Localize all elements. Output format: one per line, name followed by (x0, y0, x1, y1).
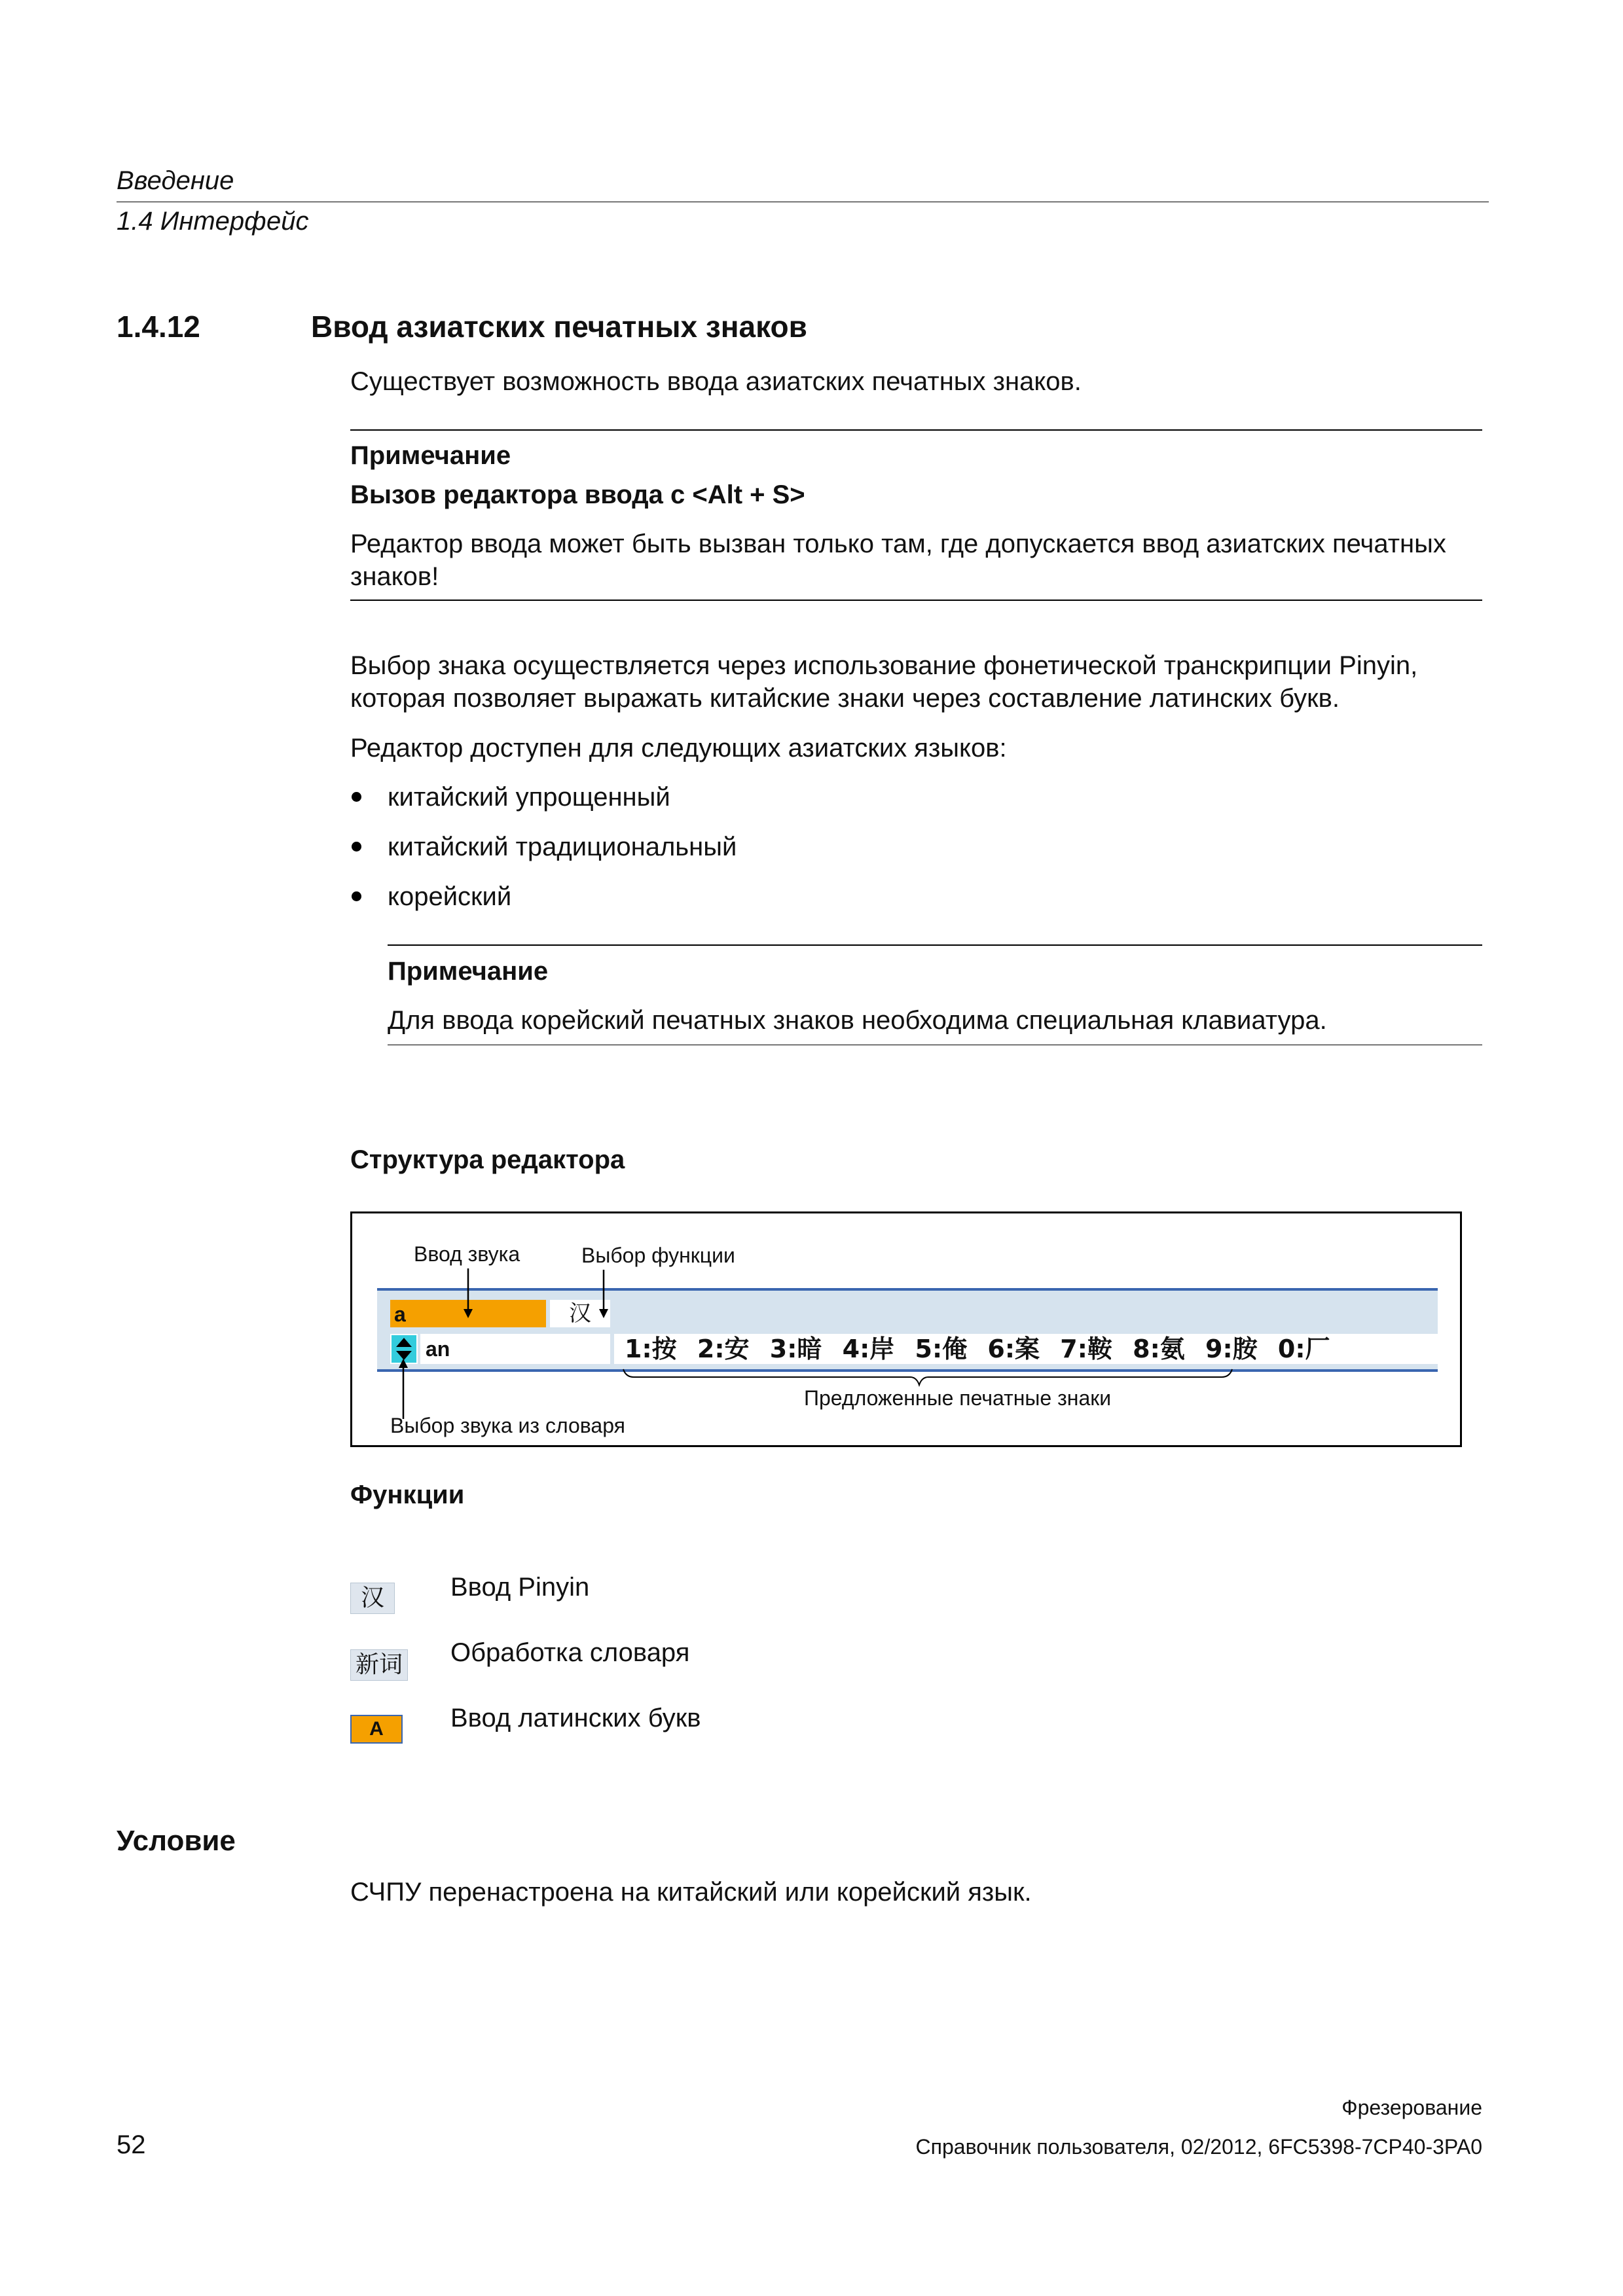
para-pinyin: Выбор знака осуществляется через использование фонетической транскрипции Pinyin, которая позволяет выражать китайские знаки через составление латинских букв. (350, 651, 1418, 713)
bullet-dot (352, 891, 361, 901)
candidate-char[interactable]: 8:氨 (1133, 1335, 1185, 1363)
list-item: корейский (388, 882, 512, 911)
sound-input-value: a (394, 1302, 406, 1326)
function-label: Ввод латинских букв (450, 1704, 701, 1732)
section-title: Ввод азиатских печатных знаков (311, 310, 807, 344)
dictionary-arrowhead (399, 1359, 408, 1368)
note1-bottom-rule (350, 600, 1482, 601)
label-suggested-chars: Предложенные печатные знаки (804, 1386, 1112, 1410)
candidate-char[interactable]: 4:岸 (842, 1335, 895, 1363)
dictionary-icon: 新词 (350, 1649, 408, 1681)
note2-label: Примечание (388, 957, 549, 986)
list-item: китайский упрощенный (388, 783, 670, 812)
function-arrowhead (599, 1309, 608, 1318)
suggested-brace (623, 1369, 1232, 1385)
note1-text: Редактор ввода может быть вызван только там, где допускается ввод азиатских печатных знаков! (350, 529, 1446, 591)
list-item: китайский традициональный (388, 833, 737, 861)
candidate-char[interactable]: 3:暗 (769, 1335, 822, 1363)
note1-subtitle: Вызов редактора ввода с <Alt + S> (350, 480, 805, 509)
label-sound-input: Ввод звука (414, 1242, 520, 1266)
bullet-dot (352, 842, 361, 852)
candidate-char[interactable]: 2:安 (697, 1335, 750, 1363)
candidate-char[interactable]: 6:案 (987, 1335, 1040, 1363)
bullet-dot (352, 792, 361, 802)
candidate-char[interactable]: 5:俺 (915, 1335, 968, 1363)
editor-figure (350, 1211, 1462, 1447)
functions-heading: Функции (350, 1480, 465, 1509)
para-languages: Редактор доступен для следующих азиатских языков: (350, 734, 1007, 762)
latin-icon: A (350, 1715, 403, 1744)
page-number: 52 (117, 2130, 146, 2159)
header-chapter: Введение (117, 166, 234, 195)
label-dictionary-select: Выбор звука из словаря (390, 1414, 625, 1437)
note1-label: Примечание (350, 441, 511, 470)
footer-product: Фрезерование (1341, 2096, 1482, 2119)
function-label: Ввод Pinyin (450, 1573, 590, 1602)
section-number: 1.4.12 (117, 310, 200, 344)
footer-doc: Справочник пользователя, 02/2012, 6FC5398-7CP40-3PA0 (915, 2135, 1482, 2159)
intro-text: Существует возможность ввода азиатских печатных знаков. (350, 367, 1082, 396)
note2-top-rule (388, 944, 1482, 946)
candidate-char[interactable]: 7:鞍 (1060, 1335, 1112, 1363)
condition-text: СЧПУ перенастроена на китайский или корейский язык. (350, 1878, 1032, 1907)
sound-input-arrowhead (464, 1309, 473, 1318)
note1-top-rule (350, 429, 1482, 431)
function-select-button[interactable]: 汉 (550, 1300, 610, 1327)
header-section: 1.4 Интерфейс (117, 207, 309, 236)
structure-heading: Структура редактора (350, 1145, 625, 1174)
label-function-select: Выбор функции (581, 1244, 735, 1267)
candidate-char[interactable]: 0:厂 (1277, 1335, 1330, 1363)
candidate-char[interactable]: 9:胺 (1205, 1335, 1258, 1363)
sound-field[interactable]: an (420, 1334, 610, 1364)
pinyin-icon: 汉 (350, 1583, 395, 1614)
condition-heading: Условие (117, 1825, 236, 1857)
note2-text: Для ввода корейский печатных знаков необходима специальная клавиатура. (388, 1006, 1327, 1035)
candidate-char[interactable]: 1:按 (625, 1335, 677, 1363)
function-label: Обработка словаря (450, 1638, 690, 1667)
